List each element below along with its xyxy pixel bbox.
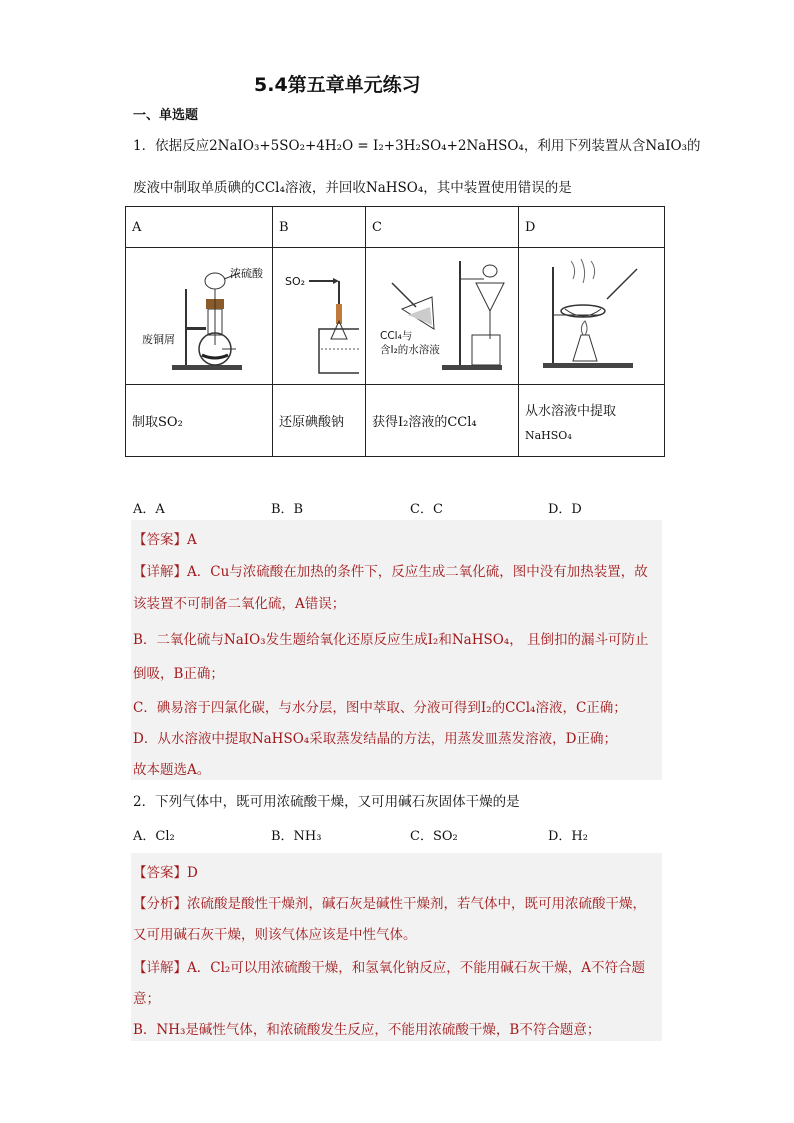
- q1-detail-text1: 【详解】A．Cu与浓硫酸在加热的条件下，反应生成二氧化硫，图中没有加热装置，故: [133, 564, 648, 580]
- q2-choice-b[interactable]: B．NH₃: [271, 829, 322, 844]
- apparatus-d-image: [525, 249, 658, 379]
- q1-detail-line1: [133, 560, 648, 580]
- q2-choice-c[interactable]: C．SO₂: [410, 829, 458, 844]
- q1-detail-line3: B．二氧化硫与NaIO₃发生题给氧化还原反应生成I₂和NaHSO₄， 且倒扣的漏斗可防止: [133, 632, 649, 648]
- q2-answer: 【答案】D: [133, 865, 198, 881]
- q1-stem-line1: 1．依据反应2NaIO₃+5SO₂+4H₂O = I₂+3H₂SO₄+2NaHSO₄，利用下列装置从含NaIO₃的: [133, 138, 701, 154]
- caption-d: [519, 385, 665, 457]
- q2-answer-panel: [131, 853, 662, 1041]
- q1-choice-d[interactable]: D．D: [548, 502, 582, 517]
- q2-choice-d[interactable]: D．H₂: [548, 829, 588, 844]
- apparatus-b-image: [279, 249, 359, 379]
- label-ccl4-and: CCl₄与: [380, 330, 413, 342]
- page-title: 5.4第五章单元练习: [254, 74, 421, 96]
- apparatus-a-image: [132, 249, 266, 379]
- caption-c: 获得I₂溶液的CCl₄: [366, 385, 519, 457]
- q2-analysis-line2: 又可用碱石灰干燥，则该气体应该是中性气体。: [133, 927, 417, 943]
- q2-analysis-line1: 【分析】浓硫酸是酸性干燥剂，碱石灰是碱性干燥剂，若气体中，既可用浓硫酸干燥，: [133, 896, 646, 912]
- caption-d-line2: NaHSO₄: [525, 428, 572, 442]
- q1-choice-c[interactable]: C．C: [410, 502, 443, 517]
- q1-choice-b[interactable]: B．B: [271, 502, 304, 517]
- label-conc-sulfuric-acid: 浓硫酸: [230, 267, 263, 280]
- col-header-b: B: [273, 207, 366, 248]
- apparatus-d-cell: [519, 248, 665, 385]
- q1-detail-line4: 倒吸，B正确；: [133, 666, 224, 682]
- q1-choice-a[interactable]: A．A: [133, 502, 165, 517]
- q1-stem-line2: 废液中制取单质碘的CCl₄溶液，并回收NaHSO₄，其中装置使用错误的是: [133, 180, 572, 196]
- apparatus-table: [125, 206, 665, 457]
- q2-detail-line3: B．NH₃是碱性气体，和浓硫酸发生反应，不能用浓硫酸干燥，B不符合题意；: [133, 1022, 601, 1038]
- apparatus-c-image: [372, 249, 512, 379]
- col-header-c: C: [366, 207, 519, 248]
- caption-d-line1: 从水溶液中提取: [525, 403, 617, 419]
- q1-answer: 【答案】A: [133, 532, 197, 548]
- q2-stem: 2．下列气体中，既可用浓硫酸干燥，又可用碱石灰固体干燥的是: [133, 794, 520, 810]
- q1-detail-line2: 该装置不可制备二氧化硫，A错误；: [133, 596, 346, 612]
- q2-choice-a[interactable]: A．Cl₂: [133, 829, 175, 844]
- label-so2-gas: SO₂: [285, 275, 306, 288]
- caption-b: 还原碘酸钠: [273, 385, 366, 457]
- caption-a: 制取SO₂: [126, 385, 273, 457]
- col-header-d: D: [519, 207, 665, 248]
- col-header-a: A: [126, 207, 273, 248]
- section-heading: 一、单选题: [133, 108, 199, 123]
- apparatus-a-cell: [126, 248, 273, 385]
- q1-detail-line5: C．碘易溶于四氯化碳，与水分层，图中萃取、分液可得到I₂的CCl₄溶液，C正确；: [133, 700, 627, 716]
- q1-detail-line6: D．从水溶液中提取NaHSO₄采取蒸发结晶的方法，用蒸发皿蒸发溶液，D正确；: [133, 731, 618, 747]
- label-waste-copper: 废铜屑: [142, 333, 175, 346]
- label-iodine-solution: 含I₂的水溶液: [380, 344, 440, 356]
- apparatus-b-cell: [273, 248, 366, 385]
- apparatus-c-cell: [366, 248, 519, 385]
- q1-detail-line7: 故本题选A。: [133, 762, 211, 778]
- q2-detail-line2: 意；: [133, 991, 160, 1007]
- q2-detail-line1: 【详解】A．Cl₂可以用浓硫酸干燥，和氢氧化钠反应，不能用碱石灰干燥，A不符合题: [133, 960, 646, 976]
